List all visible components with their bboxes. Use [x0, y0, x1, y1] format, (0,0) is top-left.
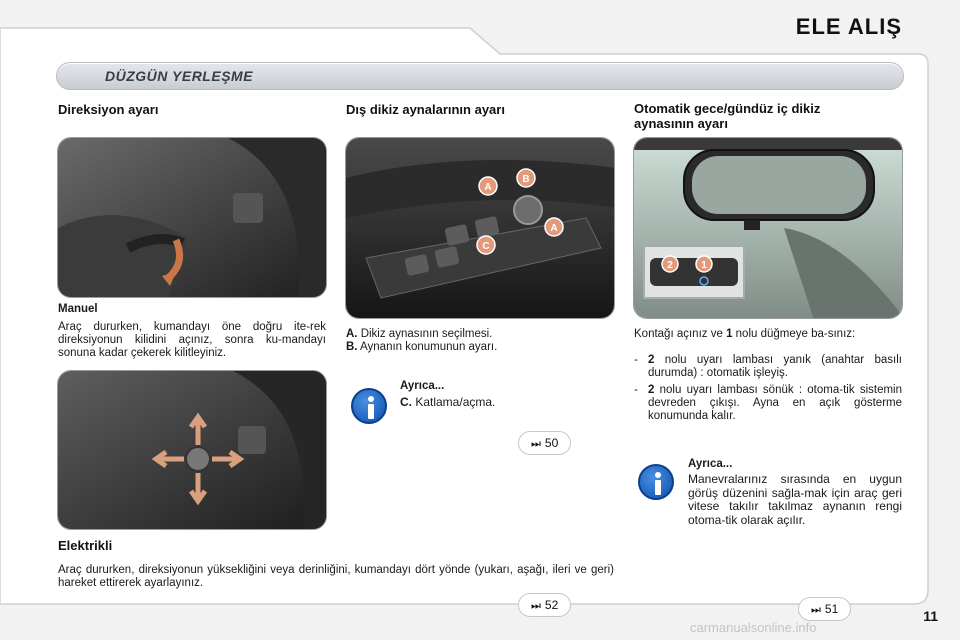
label-a: A. [346, 328, 358, 340]
steering-manual-photo [57, 137, 327, 298]
manual-heading: Manuel [58, 303, 98, 315]
bullet-auto: - 2 nolu uyarı lambası yanık (anahtar basılı durumda) : otomatik işleyiş. [634, 354, 902, 379]
intro-num: 1 [726, 328, 733, 340]
inner-mirror-photo [633, 137, 903, 319]
photo-label-b: B [522, 174, 530, 185]
info-icon [351, 388, 387, 424]
page-ref-51-label: 51 [824, 602, 839, 616]
steering-title: Direksiyon ayarı [58, 102, 159, 117]
skip-forward-icon: ⏭ [811, 604, 821, 616]
mirror-title: Dış dikiz aynalarının ayarı [346, 102, 505, 117]
info-icon [638, 464, 674, 500]
inner-mirror-title-2: aynasının ayarı [634, 116, 728, 131]
page-ref-52-label: 52 [544, 598, 559, 612]
photo-label-1: 1 [701, 260, 707, 271]
mirror-line-b [346, 341, 614, 354]
page-ref-51[interactable] [798, 597, 851, 621]
inner-info-heading: Ayrıca... [688, 458, 733, 470]
photo-label-2: 2 [667, 260, 673, 271]
section-bar [56, 62, 904, 90]
page-ref-52[interactable] [518, 593, 571, 617]
photo-label-a1: A [484, 182, 492, 193]
bullet2-text: nolu uyarı lambası sönük : otoma-tik sistemin devreden çıkışı. Ayna en açık gösterme konumunda kalır. [648, 384, 902, 422]
intro-pre: Kontağı açınız ve [634, 328, 727, 340]
page-ref-50-label: 50 [544, 436, 559, 450]
page-ref-50[interactable] [518, 431, 571, 455]
watermark: carmanualsonline.info [690, 620, 817, 635]
mirror-control-photo [345, 137, 615, 319]
bullet1-num: 2 [648, 354, 655, 366]
inner-mirror-intro [634, 328, 902, 341]
mirror-line-a [346, 328, 614, 341]
text-c: Katlama/açma. [412, 395, 496, 409]
photo-label-c: C [482, 241, 490, 252]
label-c: C. [400, 395, 412, 409]
bullet2-num: 2 [648, 384, 655, 396]
inner-info-text: Manevralarınız sırasında en uygun görüş düzenini sağla-mak için araç geri vitese takılır takılmaz aynanın rengi otoma-tik olarak açılır. [688, 472, 902, 527]
steering-electric-photo [57, 370, 327, 530]
inner-mirror-title-1: Otomatik gece/gündüz iç dikiz [634, 101, 821, 116]
photo-label-a2: A [550, 223, 558, 234]
manual-text: Araç dururken, kumandayı öne doğru ite-rek direksiyonun kilidini açınız, sonra ku-mandayı sonuna kadar çekerek kilitleyiniz. [58, 321, 326, 359]
skip-forward-icon: ⏭ [531, 600, 541, 612]
section-title: DÜZGÜN YERLEŞME [105, 68, 254, 84]
bullet-manual: - 2 nolu uyarı lambası sönük : otoma-tik sistemin devreden çıkışı. Ayna en açık gösterme konumunda kalır. [634, 384, 902, 422]
bullet1-text: nolu uyarı lambası yanık (anahtar basılı durumda) : otomatik işleyiş. [648, 354, 902, 379]
label-b: B. [346, 341, 358, 353]
text-a: Dikiz aynasının seçilmesi. [357, 328, 493, 340]
electric-heading: Elektrikli [58, 538, 113, 553]
mirror-info-heading: Ayrıca... [400, 380, 445, 392]
page-number: 11 [923, 608, 938, 624]
text-b: Aynanın konumunun ayarı. [357, 341, 498, 353]
electric-text: Araç dururken, direksiyonun yüksekliğini veya derinliğini, kumandayı dört yönde (yukarı, aşağı, ileri ve geri) hareket ettirerek ayarlayınız. [58, 564, 614, 589]
intro-post: nolu düğmeye ba-sınız: [732, 328, 856, 340]
page-title: ELE ALIŞ [795, 14, 902, 39]
mirror-info-line-c [400, 396, 600, 409]
skip-forward-icon: ⏭ [531, 438, 541, 450]
